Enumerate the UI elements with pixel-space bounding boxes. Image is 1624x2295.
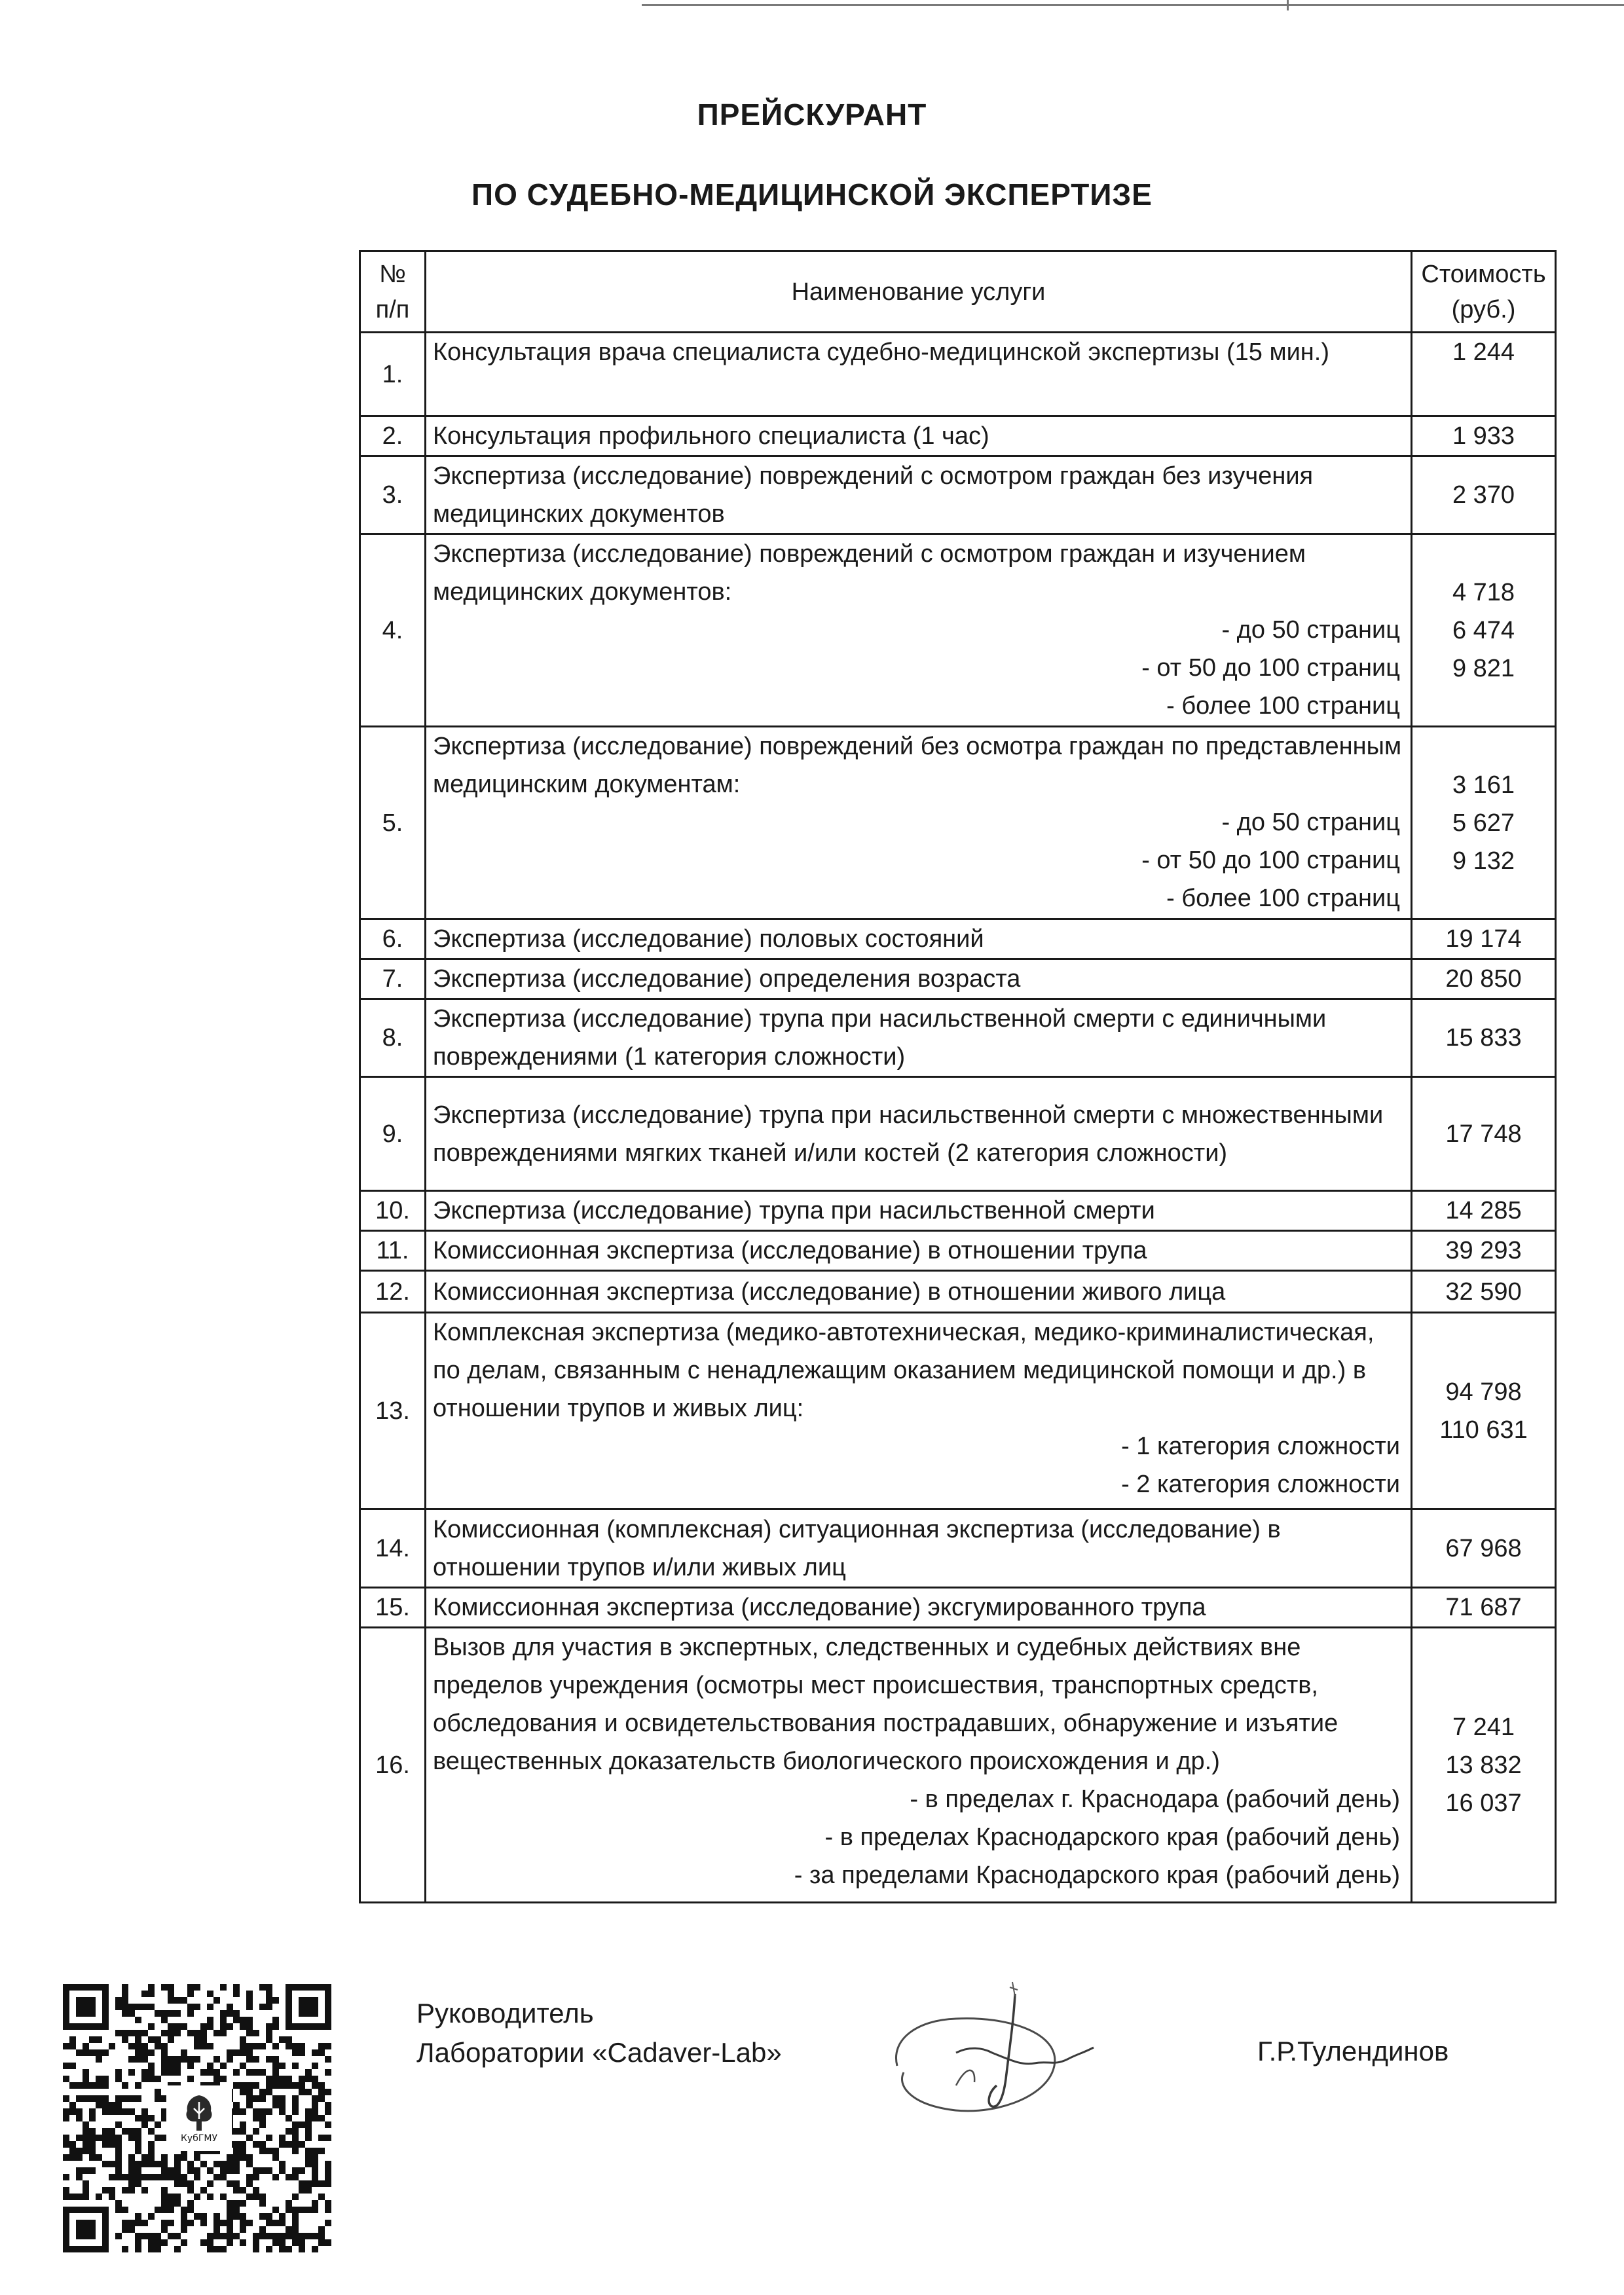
price-cell bbox=[1412, 727, 1556, 919]
service-name: Экспертиза (исследование) повреждений с осмотром граждан без изучения медицинских документов bbox=[433, 462, 1314, 528]
table-row bbox=[360, 534, 1556, 727]
row-number: 14. bbox=[360, 1509, 426, 1588]
service-name: Вызов для участия в экспертных, следственных и судебных действиях вне пределов учреждения (осмотры мест происшествия, транспортных средств, обследования и освидетельствования пострадавших, обнаружение и изъятие вещественных доказательств биологического происхождения и др.) bbox=[433, 1634, 1338, 1775]
service-name: Экспертиза (исследование) половых состояний bbox=[433, 925, 984, 953]
row-number: 3. bbox=[360, 456, 426, 534]
table-row bbox=[360, 416, 1556, 456]
header-num-line2: п/п bbox=[375, 295, 410, 323]
sub-option-label: - 2 категория сложности bbox=[1121, 1471, 1400, 1498]
service-name: Комиссионная экспертиза (исследование) эксгумированного трупа bbox=[433, 1594, 1206, 1621]
sub-option-price: 16 037 bbox=[1445, 1789, 1522, 1817]
sub-option-label: - до 50 страниц bbox=[1221, 809, 1400, 836]
price-cell bbox=[1412, 1628, 1556, 1903]
price-cell bbox=[1412, 1231, 1556, 1271]
header-price-line1: Стоимость bbox=[1421, 260, 1546, 288]
sub-option-price: 5 627 bbox=[1452, 809, 1515, 837]
service-price: 15 833 bbox=[1445, 1024, 1522, 1052]
signatory-role bbox=[416, 1994, 782, 2072]
sub-option-label: - 1 категория сложности bbox=[1121, 1433, 1400, 1460]
price-table bbox=[359, 250, 1557, 1903]
service-price: 1 244 bbox=[1452, 339, 1515, 366]
header-price bbox=[1412, 251, 1556, 333]
signatory-role-line2: Лаборатории «Cadaver-Lab» bbox=[416, 2037, 782, 2068]
service-price: 32 590 bbox=[1445, 1277, 1522, 1306]
scan-edge-tick bbox=[1287, 0, 1289, 10]
signature-icon bbox=[858, 1968, 1120, 2138]
table-row bbox=[360, 959, 1556, 999]
sub-option-label: - за пределами Краснодарского края (рабочий день) bbox=[794, 1862, 1400, 1889]
qr-logo bbox=[166, 2085, 232, 2151]
service-price: 17 748 bbox=[1445, 1120, 1522, 1148]
sub-option-label: - более 100 страниц bbox=[1166, 885, 1400, 912]
service-cell bbox=[426, 919, 1412, 959]
price-cell bbox=[1412, 1191, 1556, 1231]
service-cell bbox=[426, 1628, 1412, 1903]
scan-edge-line bbox=[642, 0, 1624, 6]
sub-option-price: 3 161 bbox=[1452, 771, 1515, 799]
row-number: 2. bbox=[360, 416, 426, 456]
sub-option-label: - в пределах г. Краснодара (рабочий день) bbox=[910, 1786, 1400, 1813]
signatory-name: Г.Р.Тулендинов bbox=[1257, 2036, 1449, 2066]
price-cell bbox=[1412, 416, 1556, 456]
price-cell bbox=[1412, 456, 1556, 534]
service-price: 71 687 bbox=[1445, 1594, 1522, 1621]
row-number: 15. bbox=[360, 1588, 426, 1628]
service-cell bbox=[426, 959, 1412, 999]
service-name: Экспертиза (исследование) трупа при насильственной смерти bbox=[433, 1197, 1155, 1224]
row-number: 9. bbox=[360, 1077, 426, 1191]
table-row bbox=[360, 919, 1556, 959]
service-cell bbox=[426, 999, 1412, 1077]
header-name: Наименование услуги bbox=[426, 251, 1412, 333]
sub-option-price: 9 821 bbox=[1452, 654, 1515, 682]
sub-option-label: - до 50 страниц bbox=[1221, 616, 1400, 644]
signatory-role-line1: Руководитель bbox=[416, 1998, 594, 2029]
qr-logo-text: КубГМУ bbox=[180, 2133, 217, 2144]
table-row bbox=[360, 333, 1556, 416]
service-cell bbox=[426, 1191, 1412, 1231]
service-cell bbox=[426, 416, 1412, 456]
sub-option-price: 6 474 bbox=[1452, 616, 1515, 644]
service-name: Комиссионная (комплексная) ситуационная экспертиза (исследование) в отношении трупов и/или живых лиц bbox=[433, 1515, 1281, 1581]
sub-option-label: - в пределах Краснодарского края (рабочий день) bbox=[824, 1824, 1400, 1851]
service-name: Экспертиза (исследование) повреждений без осмотра граждан по представленным медицинским документам: bbox=[433, 733, 1402, 798]
row-number: 10. bbox=[360, 1191, 426, 1231]
service-cell bbox=[426, 534, 1412, 727]
service-cell bbox=[426, 1313, 1412, 1509]
service-price: 39 293 bbox=[1445, 1237, 1522, 1264]
service-name: Комплексная экспертиза (медико-автотехническая, медико-криминалистическая, по делам, связанным с ненадлежащим оказанием медицинской помощи и др.) в отношении трупов и живых лиц: bbox=[433, 1319, 1375, 1422]
row-number: 6. bbox=[360, 919, 426, 959]
table-row bbox=[360, 999, 1556, 1077]
sub-option-price: 7 241 bbox=[1452, 1713, 1515, 1741]
table-row bbox=[360, 1271, 1556, 1313]
service-cell bbox=[426, 1271, 1412, 1313]
header-num bbox=[360, 251, 426, 333]
tree-logo-icon bbox=[181, 2093, 217, 2133]
sub-option-price: 9 132 bbox=[1452, 847, 1515, 875]
row-number: 8. bbox=[360, 999, 426, 1077]
service-cell bbox=[426, 1509, 1412, 1588]
price-cell bbox=[1412, 959, 1556, 999]
price-cell bbox=[1412, 333, 1556, 416]
service-price: 1 933 bbox=[1452, 422, 1515, 450]
service-cell bbox=[426, 1231, 1412, 1271]
table-row bbox=[360, 1509, 1556, 1588]
row-number: 13. bbox=[360, 1313, 426, 1509]
header-num-line1: № bbox=[379, 260, 406, 288]
sub-option-price: 110 631 bbox=[1439, 1416, 1528, 1444]
service-name: Комиссионная экспертиза (исследование) в отношении живого лица bbox=[433, 1277, 1226, 1306]
sub-option-price: 13 832 bbox=[1445, 1751, 1522, 1779]
sub-option-price: 94 798 bbox=[1445, 1378, 1522, 1406]
document-subtitle: ПО СУДЕБНО-МЕДИЦИНСКОЙ ЭКСПЕРТИЗЕ bbox=[471, 177, 1153, 211]
sub-option-label: - более 100 страниц bbox=[1166, 692, 1400, 720]
row-number: 12. bbox=[360, 1271, 426, 1313]
row-number: 5. bbox=[360, 727, 426, 919]
sub-option-price: 4 718 bbox=[1452, 578, 1515, 606]
handwritten-signature bbox=[858, 1968, 1120, 2138]
price-cell bbox=[1412, 919, 1556, 959]
price-cell bbox=[1412, 1588, 1556, 1628]
row-number: 7. bbox=[360, 959, 426, 999]
service-cell bbox=[426, 456, 1412, 534]
service-name: Экспертиза (исследование) трупа при насильственной смерти с единичными повреждениями (1 категория сложности) bbox=[433, 1005, 1327, 1071]
service-cell bbox=[426, 333, 1412, 416]
service-name: Консультация профильного специалиста (1 час) bbox=[433, 422, 989, 450]
table-header-row bbox=[360, 251, 1556, 333]
sub-option-label: - от 50 до 100 страниц bbox=[1141, 654, 1400, 682]
row-number: 16. bbox=[360, 1628, 426, 1903]
table-row bbox=[360, 1313, 1556, 1509]
service-name: Экспертиза (исследование) определения возраста bbox=[433, 965, 1021, 993]
table-row bbox=[360, 1231, 1556, 1271]
document-title: ПРЕЙСКУРАНТ bbox=[697, 98, 927, 132]
row-number: 11. bbox=[360, 1231, 426, 1271]
table-row bbox=[360, 1191, 1556, 1231]
service-price: 2 370 bbox=[1452, 481, 1515, 509]
table-row bbox=[360, 1588, 1556, 1628]
table-row bbox=[360, 1077, 1556, 1191]
price-cell bbox=[1412, 1313, 1556, 1509]
row-number: 4. bbox=[360, 534, 426, 727]
service-price: 19 174 bbox=[1445, 925, 1522, 953]
price-cell bbox=[1412, 1509, 1556, 1588]
service-name: Экспертиза (исследование) трупа при насильственной смерти с множественными повреждениями мягких тканей и/или костей (2 категория сложности) bbox=[433, 1101, 1384, 1167]
price-cell bbox=[1412, 1077, 1556, 1191]
header-price-line2: (руб.) bbox=[1451, 295, 1516, 323]
table-row bbox=[360, 456, 1556, 534]
price-cell bbox=[1412, 534, 1556, 727]
sub-option-label: - от 50 до 100 страниц bbox=[1141, 847, 1400, 874]
service-price: 67 968 bbox=[1445, 1534, 1522, 1562]
service-cell bbox=[426, 1077, 1412, 1191]
table-row bbox=[360, 1628, 1556, 1903]
service-price: 14 285 bbox=[1445, 1197, 1522, 1224]
service-cell bbox=[426, 727, 1412, 919]
service-price: 20 850 bbox=[1445, 965, 1522, 993]
table-row bbox=[360, 727, 1556, 919]
service-name: Комиссионная экспертиза (исследование) в отношении трупа bbox=[433, 1237, 1147, 1264]
service-name: Консультация врача специалиста судебно-медицинской экспертизы (15 мин.) bbox=[433, 339, 1330, 366]
service-name: Экспертиза (исследование) повреждений с осмотром граждан и изучением медицинских документов: bbox=[433, 540, 1306, 606]
price-cell bbox=[1412, 1271, 1556, 1313]
price-cell bbox=[1412, 999, 1556, 1077]
service-cell bbox=[426, 1588, 1412, 1628]
row-number: 1. bbox=[360, 333, 426, 416]
